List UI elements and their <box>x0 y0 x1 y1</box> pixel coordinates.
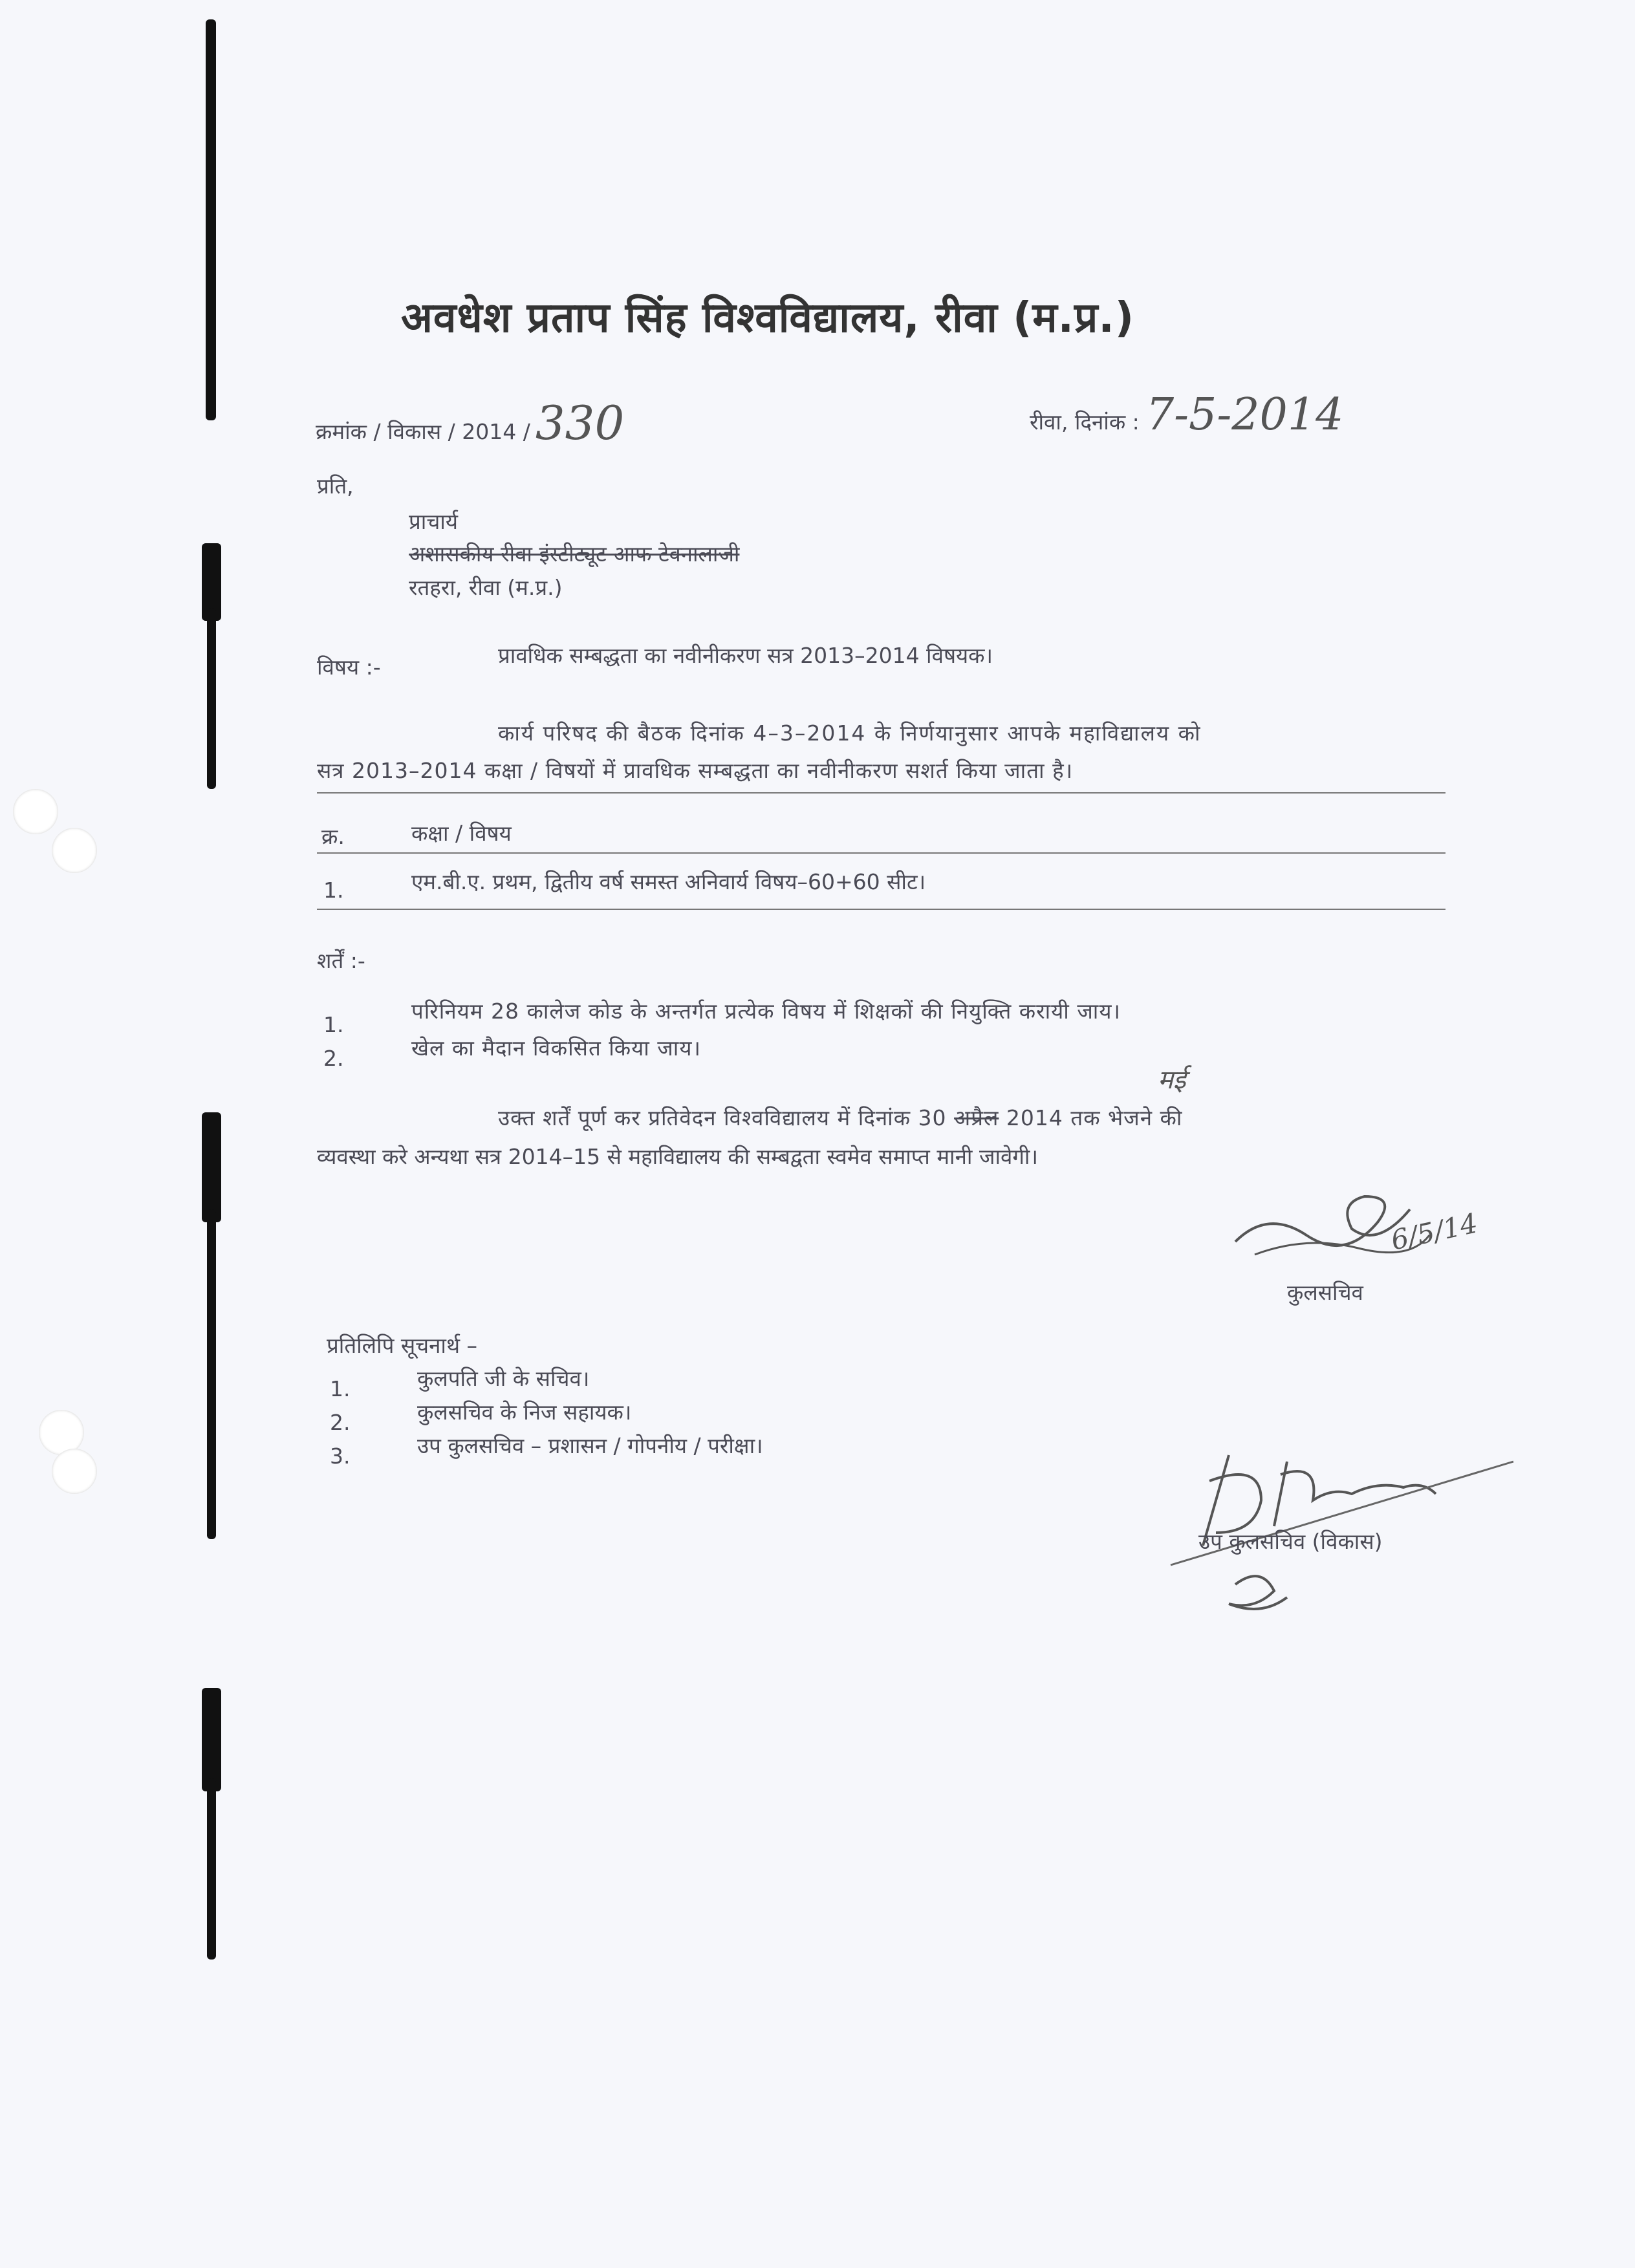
closing-line1-a: उक्त शर्तें पूर्ण कर प्रतिवेदन विश्वविद्यालय में दिनांक 30 <box>498 1105 947 1130</box>
condition-1-text: परिनियम 28 कालेज कोड के अन्तर्गत प्रत्येक विषय में शिक्षकों की नियुक्ति करायी जाय। <box>411 999 1121 1024</box>
closing-struck-month: अप्रैल <box>954 1105 999 1130</box>
table-row-no: 1. <box>323 878 344 903</box>
subject-label: विषय :- <box>317 654 381 680</box>
closing-line2: व्यवस्था करे अन्यथा सत्र 2014–15 से महाविद्यालय की सम्बद्वता स्वमेव समाप्त मानी जावेगी। <box>317 1144 1038 1169</box>
recipient-line3: रतहरा, रीवा (म.प्र.) <box>409 575 563 600</box>
table-rule-top <box>317 792 1446 794</box>
condition-2-text: खेल का मैदान विकसित किया जाय। <box>411 1035 701 1061</box>
recipient-to: प्रति, <box>317 473 354 499</box>
reference-number <box>316 396 624 450</box>
copy-label: प्रतिलिपि सूचनार्थ – <box>327 1333 478 1358</box>
closing-line1 <box>498 1103 1182 1132</box>
recipient-line2: अशासकीय रीवा इंस्टीट्यूट आफ टेक्नालाजी <box>409 541 740 567</box>
punch-hole-1 <box>13 789 58 834</box>
subject-text: प्रावधिक सम्बद्धता का नवीनीकरण सत्र 2013–2014 विषयक। <box>498 643 993 668</box>
signature-2-title: उप कुलसचिव (विकास) <box>1198 1529 1383 1554</box>
letter-date <box>1030 389 1343 440</box>
date-handwritten: 7-5-2014 <box>1145 389 1344 440</box>
copy-1-no: 1. <box>330 1376 351 1401</box>
copy-2-no: 2. <box>330 1410 351 1435</box>
table-header-subject: कक्षा / विषय <box>411 821 512 846</box>
binder-mark-2 <box>194 543 239 789</box>
signature-1-title: कुलसचिव <box>1287 1280 1363 1305</box>
table-rule-bottom <box>317 909 1446 910</box>
binder-mark-3 <box>194 1112 239 1539</box>
condition-1-no: 1. <box>323 1012 344 1037</box>
recipient-line1: प्राचार्य <box>409 509 458 534</box>
copy-2-text: कुलसचिव के निज सहायक। <box>417 1399 632 1425</box>
binder-mark-4 <box>194 1688 239 1960</box>
punch-hole-4 <box>52 1449 97 1494</box>
reference-handwritten: 330 <box>535 396 625 450</box>
copy-1-text: कुलपति जी के सचिव। <box>417 1366 590 1391</box>
closing-inserted-month: मई <box>1158 1065 1186 1095</box>
date-label: रीवा, दिनांक : <box>1030 409 1140 435</box>
reference-prefix: क्रमांक / विकास / 2014 / <box>316 419 530 444</box>
conditions-label: शर्तें :- <box>317 948 365 973</box>
signature-1-date: 6/5/14 <box>1388 1207 1480 1257</box>
binder-mark-1 <box>194 19 239 420</box>
body-para1-line1: कार्य परिषद की बैठक दिनांक 4–3–2014 के निर्णयानुसार आपके महाविद्यालय को <box>498 720 1202 746</box>
condition-2-no: 2. <box>323 1046 344 1071</box>
punch-hole-2 <box>52 828 97 873</box>
table-header-no: क्र. <box>321 824 345 849</box>
copy-3-text: उप कुलसचिव – प्रशासन / गोपनीय / परीक्षा। <box>417 1433 763 1458</box>
closing-line1-b: 2014 तक भेजने की <box>1006 1105 1183 1130</box>
body-para1-line2: सत्र 2013–2014 कक्षा / विषयों में प्रावधिक सम्बद्धता का नवीनीकरण सशर्त किया जाता है। <box>317 758 1074 783</box>
copy-3-no: 3. <box>330 1443 351 1469</box>
table-row-subject: एम.बी.ए. प्रथम, द्वितीय वर्ष समस्त अनिवार्य विषय–60+60 सीट। <box>411 869 926 894</box>
university-title: अवधेश प्रताप सिंह विश्वविद्यालय, रीवा (म.प्र.) <box>401 294 1134 342</box>
table-rule-middle <box>317 852 1446 854</box>
